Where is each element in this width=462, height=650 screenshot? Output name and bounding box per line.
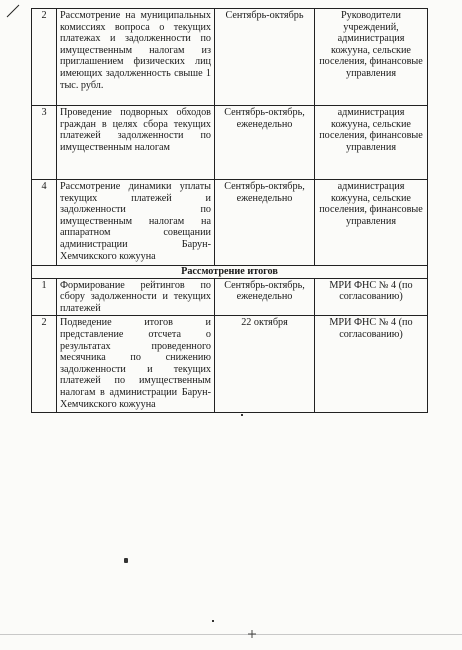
term-cell: Сентябрь-октябрь, еженедельно <box>215 180 315 266</box>
row-number: 2 <box>32 316 57 413</box>
activity-cell: Рассмотрение динамики уплаты текущих платежей и задолженности по имущественным налогам на аппаратном совещании администрации Барун-Хемчикского кожууна <box>57 180 215 266</box>
responsible-cell: МРИ ФНС № 4 (по согласованию) <box>315 278 428 316</box>
responsible-cell: администрация кожууна, сельские поселения, финансовые управления <box>315 180 428 266</box>
table-row <box>32 180 428 266</box>
section-title: Рассмотрение итогов <box>32 266 428 279</box>
activity-cell: Проведение подворных обходов граждан в целях сбора текущих платежей задолженности по имущественным налогам <box>57 106 215 180</box>
section-header-row <box>32 266 428 279</box>
cross-mark-icon <box>248 630 256 638</box>
activity-cell: Формирование рейтингов по сбору задолженности и текущих платежей <box>57 278 215 316</box>
responsible-cell: Руководители учреждений, администрация кожууна, сельские поселения, финансовые управления <box>315 9 428 106</box>
row-number: 3 <box>32 106 57 180</box>
term-cell: Сентябрь-октябрь, еженедельно <box>215 278 315 316</box>
scan-edge-line <box>0 634 462 635</box>
row-number: 2 <box>32 9 57 106</box>
activity-cell: Подведение итогов и представление отсчета о результатах проведенного месячника по снижению задолженности и текущих платежей по имущественным налогам в администрации Барун-Хемчикского кожууна <box>57 316 215 413</box>
responsible-cell: администрация кожууна, сельские поселения, финансовые управления <box>315 106 428 180</box>
table-row <box>32 9 428 106</box>
term-cell: 22 октября <box>215 316 315 413</box>
table-row <box>32 278 428 316</box>
pen-stroke-mark <box>6 4 20 18</box>
scan-speck <box>124 558 128 563</box>
scan-speck <box>241 414 243 416</box>
table-row <box>32 106 428 180</box>
term-cell: Сентябрь-октябрь, еженедельно <box>215 106 315 180</box>
term-cell: Сентябрь-октябрь <box>215 9 315 106</box>
row-number: 1 <box>32 278 57 316</box>
scan-speck <box>212 620 214 622</box>
activity-cell: Рассмотрение на муниципальных комиссиях вопроса о текущих платежах и задолженности по имущественным налогам из приглашением физических лиц имеющих задолженность свыше 1 тыс. рубл. <box>57 9 215 106</box>
responsible-cell: МРИ ФНС № 4 (по согласованию) <box>315 316 428 413</box>
plan-table <box>31 8 428 413</box>
row-number: 4 <box>32 180 57 266</box>
table-row <box>32 316 428 413</box>
